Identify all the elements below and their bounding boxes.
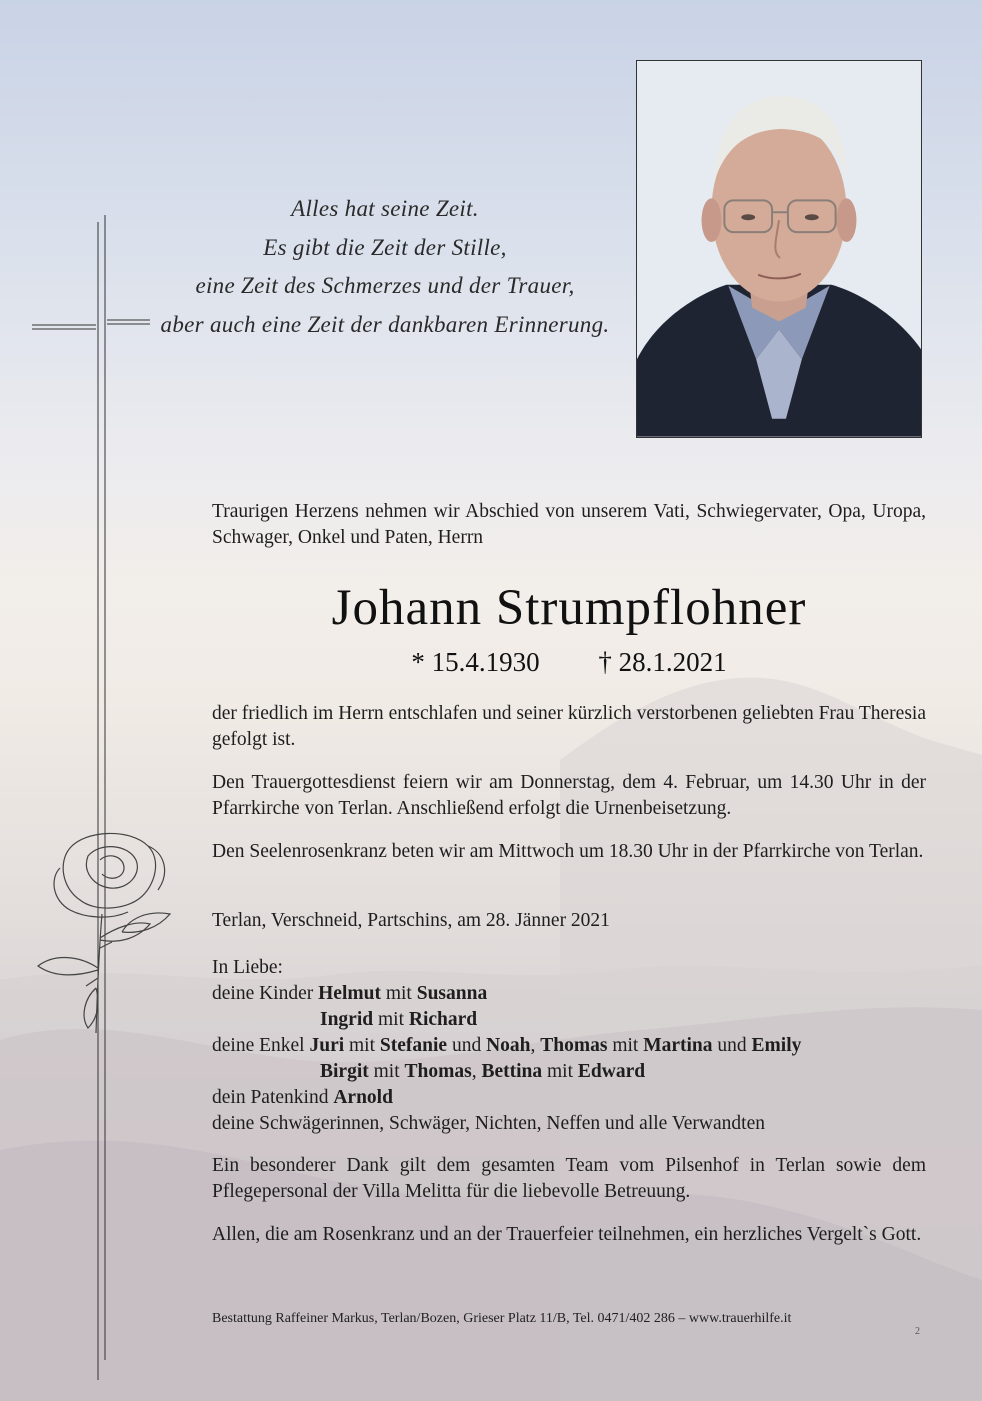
paragraph-text: Terlan, Verschneid, Partschins, am 28. Jänner 2021 (212, 910, 610, 931)
family-member-name: Thomas (540, 1035, 608, 1056)
paragraph-thanks (212, 1153, 926, 1205)
paragraph-text: der friedlich im Herrn entschlafen und seiner kürzlich verstorbenen geliebten Frau Theresia gefolgt ist. (212, 703, 926, 750)
family-member-name: Thomas (404, 1061, 472, 1082)
family-member-name: Helmut (318, 983, 381, 1004)
family-connector: und (451, 1035, 482, 1056)
family-connector: mit (377, 1009, 404, 1030)
family-connector: mit (373, 1061, 400, 1082)
paragraph-closing (212, 1222, 926, 1248)
family-grandchildren-row-2 (212, 1059, 926, 1085)
family-member-name: Richard (408, 1009, 478, 1030)
motto-line: Es gibt die Zeit der Stille, (263, 234, 507, 260)
family-member-name: Birgit (320, 1061, 369, 1082)
family-heading: In Liebe: (212, 957, 283, 978)
family-label: dein Patenkind (212, 1087, 329, 1108)
family-member-name: Juri (309, 1035, 345, 1056)
family-grandchildren-row-1 (212, 1033, 926, 1059)
family-children-row-2 (212, 1007, 926, 1033)
paragraph-rosary (212, 839, 926, 865)
family-separator: , (530, 1035, 536, 1056)
family-member-name: Edward (577, 1061, 646, 1082)
family-member-name: Bettina (481, 1061, 543, 1082)
family-member-name: Arnold (333, 1087, 393, 1108)
family-godchild-row (212, 1085, 926, 1111)
intro-text: Traurigen Herzens nehmen wir Abschied von unserem Vati, Schwiegervater, Opa, Uropa, Schwager, Onkel und Paten, Herrn (212, 501, 926, 548)
paragraph-text: Den Seelenrosenkranz beten wir am Mittwoch um 18.30 Uhr in der Pfarrkirche von Terlan. (212, 841, 924, 862)
motto-line: eine Zeit des Schmerzes und der Trauer, (195, 273, 575, 298)
family-list (212, 955, 926, 1137)
family-member-name: Stefanie (379, 1035, 448, 1056)
paragraph-text: Den Trauergottesdienst feiern wir am Donnerstag, dem 4. Februar, um 14.30 Uhr in der Pfarrkirche von Terlan. Anschließend erfolgt die Urnenbeisetzung. (212, 772, 926, 819)
paragraph-text: Allen, die am Rosenkranz und an der Trauerfeier teilnehmen, ein herzliches Vergelt`s Gott. (212, 1224, 922, 1245)
portrait-image (637, 61, 921, 437)
deceased-name: Johann Strumpflohner (331, 580, 807, 636)
motto-verse (150, 190, 620, 344)
portrait-photo (636, 60, 922, 438)
family-separator: , (471, 1061, 477, 1082)
family-children-row-1 (212, 981, 926, 1007)
family-member-name: Martina (643, 1035, 713, 1056)
family-connector: und (717, 1035, 747, 1056)
funeral-home-footer: Bestattung Raffeiner Markus, Terlan/Bozen, Grieser Platz 11/B, Tel. 0471/402 286 – www.trauerhilfe.it (212, 1311, 792, 1326)
family-member-name: Ingrid (320, 1009, 374, 1030)
life-dates (212, 645, 926, 679)
page-number: 2 (915, 1326, 920, 1337)
paragraph-funeral-service (212, 770, 926, 822)
family-member-name: Noah (486, 1035, 531, 1056)
family-member-name: Emily (751, 1035, 802, 1056)
family-others-row: deine Schwägerinnen, Schwäger, Nichten, Neffen und alle Verwandten (212, 1113, 765, 1134)
family-connector: mit (385, 983, 412, 1004)
motto-line: Alles hat seine Zeit. (291, 196, 479, 221)
rose-illustration (30, 828, 180, 1038)
family-connector: mit (547, 1061, 574, 1082)
birth-date: * 15.4.1930 (411, 647, 540, 677)
paragraph-wife (212, 701, 926, 753)
family-connector: mit (612, 1035, 639, 1056)
family-label: deine Enkel (212, 1035, 305, 1056)
family-member-name: Susanna (416, 983, 488, 1004)
motto-line: aber auch eine Zeit der dankbaren Erinnerung. (160, 311, 610, 337)
family-connector: mit (349, 1035, 376, 1056)
intro-paragraph (212, 499, 926, 551)
paragraph-place-date (212, 908, 926, 934)
family-label: deine Kinder (212, 983, 314, 1004)
paragraph-text: Ein besonderer Dank gilt dem gesamten Team vom Pilsenhof in Terlan sowie dem Pflegepersonal der Villa Melitta für die liebevolle Betreuung. (212, 1155, 926, 1202)
death-date: † 28.1.2021 (598, 647, 727, 677)
